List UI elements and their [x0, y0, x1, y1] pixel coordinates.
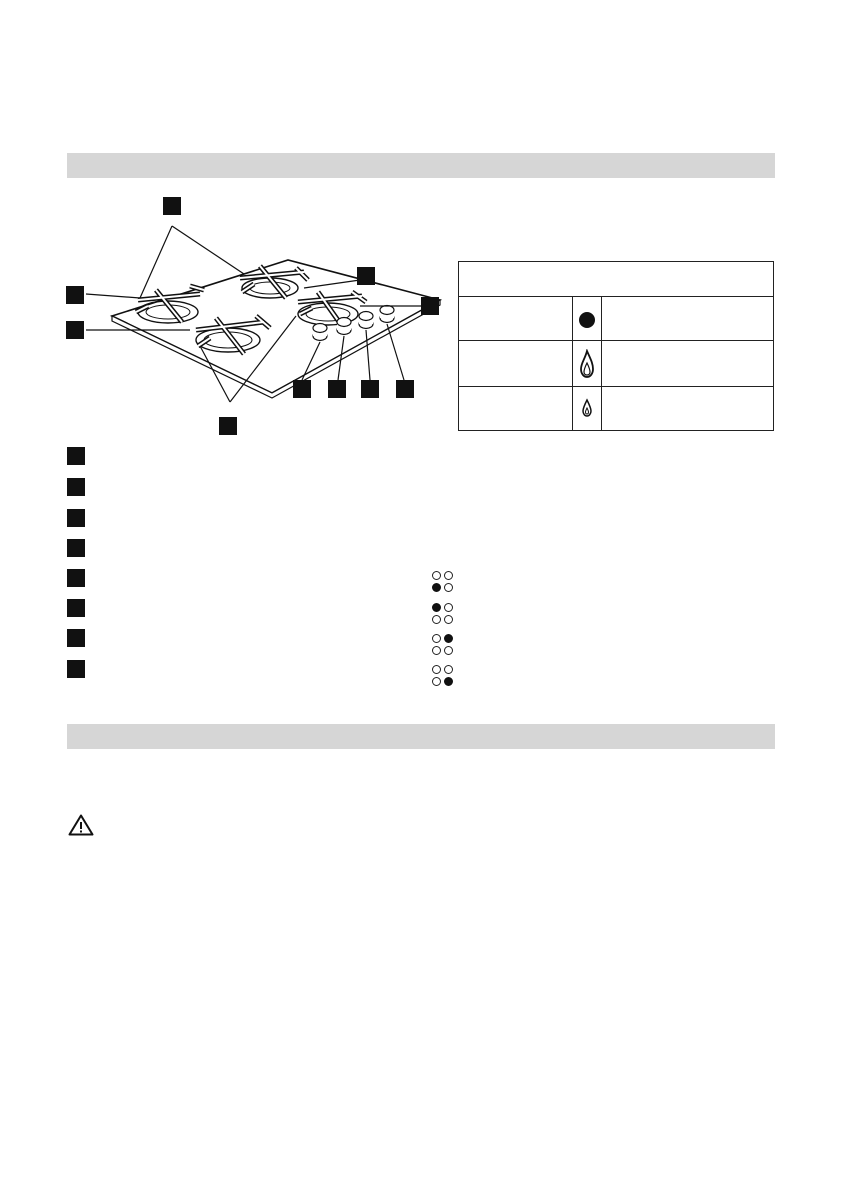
hob-illustration	[60, 188, 450, 438]
indicator-dot	[432, 677, 441, 686]
callout-knob-3	[361, 380, 379, 398]
indicator-dot	[432, 571, 441, 580]
list-item	[67, 509, 397, 529]
hob-diagram	[60, 188, 450, 438]
symbols-table	[458, 261, 774, 431]
item-number-marker	[67, 660, 85, 678]
large-flame-icon	[579, 349, 595, 379]
callout-knob-1	[293, 380, 311, 398]
indicator-dot	[444, 665, 453, 674]
table-divider	[601, 296, 602, 430]
list-item	[67, 447, 397, 467]
list-item	[67, 599, 397, 619]
table-divider	[459, 340, 773, 341]
item-number-marker	[67, 539, 85, 557]
list-item	[67, 629, 397, 649]
callout-knob-4	[396, 380, 414, 398]
dot-icon	[577, 310, 597, 330]
indicator-dot	[444, 615, 453, 624]
small-flame-icon	[581, 398, 593, 418]
callout-right-burner	[421, 297, 439, 315]
indicator-dot-active	[444, 677, 453, 686]
table-divider	[572, 296, 573, 430]
table-divider	[459, 386, 773, 387]
item-number-marker	[67, 509, 85, 527]
indicator-dot	[432, 646, 441, 655]
callout-left-burner	[66, 286, 84, 304]
callout-rear-burner	[357, 267, 375, 285]
indicator-dot-active	[444, 634, 453, 643]
indicator-dot	[432, 615, 441, 624]
indicator-dot	[444, 646, 453, 655]
item-number-marker	[67, 478, 85, 496]
callout-pan-supports	[219, 417, 237, 435]
indicator-dot	[432, 665, 441, 674]
table-divider	[459, 296, 773, 297]
item-number-marker	[67, 569, 85, 587]
indicator-dot	[444, 603, 453, 612]
indicator-dot-active	[432, 583, 441, 592]
warning-triangle-icon	[68, 814, 94, 836]
indicator-dot	[432, 634, 441, 643]
indicator-dot-active	[432, 603, 441, 612]
callout-burner-group	[163, 197, 181, 215]
callout-front-burner	[66, 321, 84, 339]
list-item	[67, 660, 397, 680]
list-item	[67, 569, 397, 589]
item-number-marker	[67, 599, 85, 617]
list-item	[67, 478, 397, 498]
section-header-before-first-use	[67, 724, 775, 749]
indicator-dot	[444, 571, 453, 580]
section-header-product-description	[67, 153, 775, 178]
callout-knob-2	[328, 380, 346, 398]
item-number-marker	[67, 629, 85, 647]
indicator-dot	[444, 583, 453, 592]
list-item	[67, 539, 397, 559]
item-number-marker	[67, 447, 85, 465]
